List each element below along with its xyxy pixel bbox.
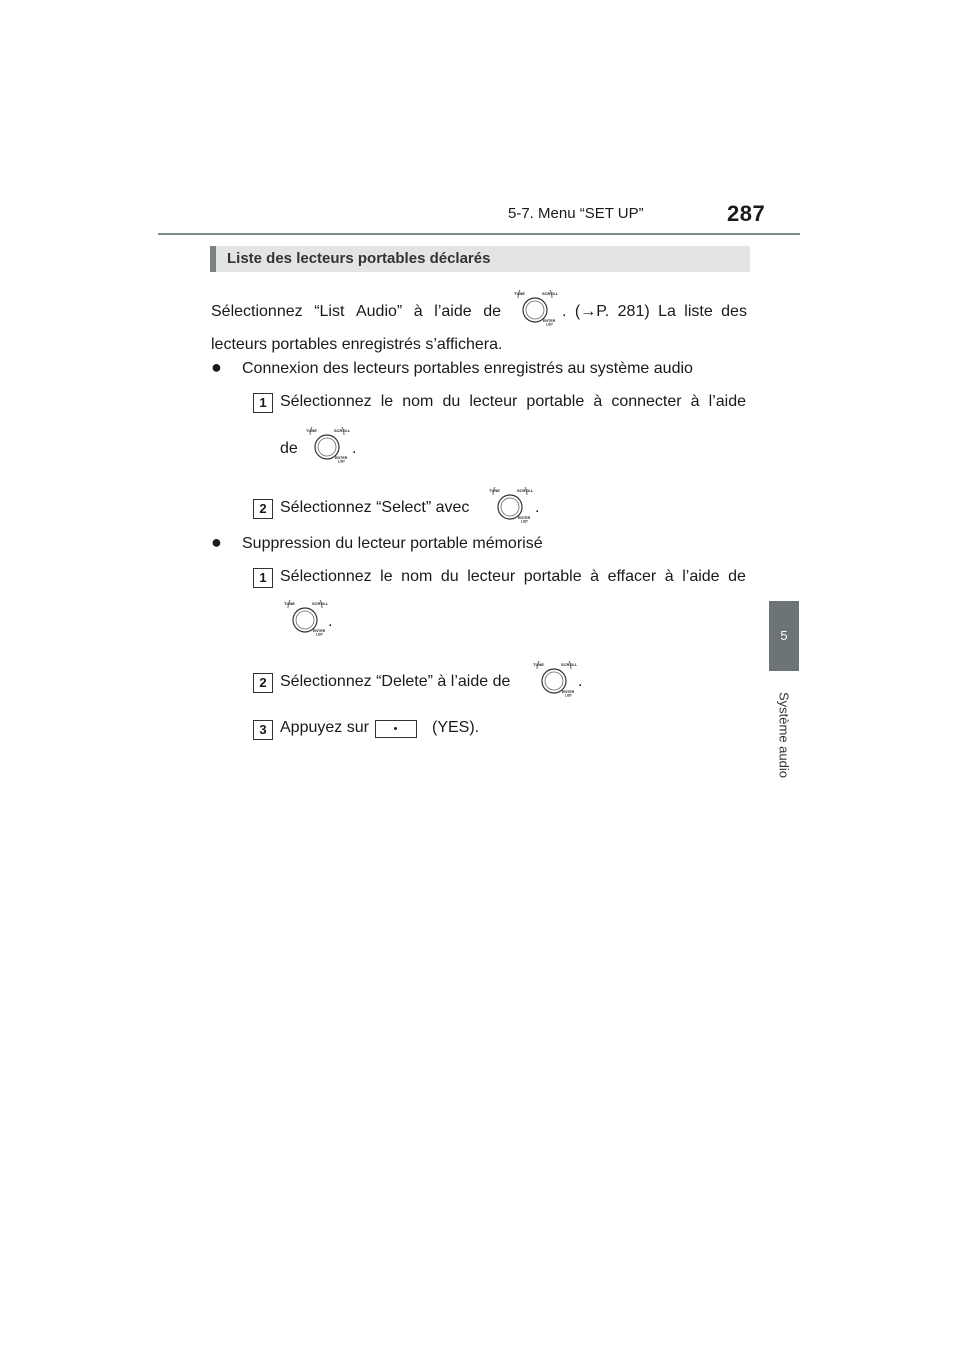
word: le [380, 568, 393, 585]
word: liste [684, 303, 713, 320]
word: de [483, 303, 501, 320]
intro-text-a [211, 303, 501, 321]
svg-text:TUNE: TUNE [533, 662, 544, 667]
word: à [690, 393, 700, 410]
svg-text:TUNE: TUNE [284, 601, 295, 606]
word: à [593, 393, 603, 410]
svg-text:SCROLL: SCROLL [517, 488, 533, 493]
svg-text:TUNE: TUNE [514, 291, 525, 296]
svg-text:LIST: LIST [316, 632, 323, 636]
chapter-label [769, 680, 799, 790]
tune-scroll-knob-icon [487, 487, 533, 523]
tune-scroll-knob-icon [282, 600, 328, 636]
word: à [590, 568, 600, 585]
word: “List [314, 303, 345, 320]
word: connecter [611, 393, 682, 410]
delete-step3-end: (YES). [432, 719, 480, 736]
word: Sélectionnez [211, 303, 303, 320]
step-number: 3 [253, 720, 273, 740]
word: du [440, 568, 459, 585]
delete-step1-end: . [328, 613, 333, 630]
tune-scroll-knob-icon [304, 427, 350, 463]
word: des [721, 303, 747, 320]
svg-text:TUNE: TUNE [489, 488, 500, 493]
word: effacer [607, 568, 657, 585]
word: le [380, 393, 394, 410]
step-number: 1 [253, 393, 273, 413]
section-heading-bar [210, 246, 216, 272]
word: (→P. [574, 303, 610, 320]
delete-step2-end: . [578, 673, 583, 690]
chapter-tab [769, 601, 799, 671]
word: de [728, 568, 746, 585]
tune-scroll-knob-icon [531, 661, 577, 697]
chapter-label-text: Système audio [776, 692, 792, 778]
delete-step3-text: Appuyez sur [280, 719, 369, 736]
step-number: 2 [253, 673, 273, 693]
word: La [658, 303, 676, 320]
connect-step2-text: Sélectionnez “Select” avec [280, 499, 470, 516]
svg-text:ENTER: ENTER [335, 456, 348, 460]
word: du [442, 393, 461, 410]
delete-title: Suppression du lecteur portable mémorisé [242, 535, 543, 552]
word: l’aide [434, 303, 472, 320]
svg-text:SCROLL: SCROLL [542, 291, 558, 296]
running-header-section: 5-7. Menu “SET UP” [508, 205, 644, 222]
section-heading [210, 246, 750, 272]
svg-text:ENTER: ENTER [562, 690, 575, 694]
word: lecteur [469, 393, 518, 410]
word: lecteur [467, 568, 516, 585]
word: 281) [617, 303, 650, 320]
yes-button-dot [394, 727, 397, 730]
chapter-number: 5 [780, 628, 788, 643]
step-number: 2 [253, 499, 273, 519]
tune-scroll-knob-icon [512, 290, 558, 326]
word: à [413, 303, 423, 320]
connect-step1-end: . [352, 440, 357, 457]
word: à [664, 568, 674, 585]
step-number: 1 [253, 568, 273, 588]
header-rule [158, 233, 800, 235]
word: portable [526, 393, 585, 410]
intro-text-b [562, 303, 747, 321]
svg-text:TUNE: TUNE [306, 428, 317, 433]
svg-text:ENTER: ENTER [313, 629, 326, 633]
word: Audio” [355, 303, 403, 320]
word: portable [523, 568, 582, 585]
word: . [562, 303, 567, 320]
yes-button-icon [375, 720, 417, 738]
svg-text:SCROLL: SCROLL [334, 428, 350, 433]
delete-step2-text: Sélectionnez “Delete” à l’aide de [280, 673, 511, 690]
word: Sélectionnez [280, 568, 372, 585]
bullet-icon: ● [211, 357, 222, 377]
svg-text:SCROLL: SCROLL [312, 601, 328, 606]
svg-text:LIST: LIST [565, 693, 572, 697]
word: nom [401, 568, 433, 585]
bullet-icon: ● [211, 532, 222, 552]
svg-text:LIST: LIST [521, 519, 528, 523]
word: nom [402, 393, 434, 410]
word: l’aide [708, 393, 746, 410]
svg-text:ENTER: ENTER [518, 516, 531, 520]
delete-step1-text [280, 568, 746, 586]
svg-text:SCROLL: SCROLL [561, 662, 577, 667]
word: Sélectionnez [280, 393, 372, 410]
svg-text:ENTER: ENTER [543, 319, 556, 323]
section-heading-text: Liste des lecteurs portables déclarés [227, 250, 491, 267]
page-number: 287 [727, 201, 766, 226]
svg-text:LIST: LIST [546, 322, 553, 326]
connect-step1-de: de [280, 440, 298, 457]
connect-title: Connexion des lecteurs portables enregistrés au système audio [242, 360, 693, 377]
word: l’aide [682, 568, 720, 585]
connect-step2-end: . [535, 499, 540, 516]
svg-text:LIST: LIST [338, 459, 345, 463]
intro-text-line2: lecteurs portables enregistrés s’affichera. [211, 336, 503, 353]
connect-step1-text [280, 393, 746, 411]
